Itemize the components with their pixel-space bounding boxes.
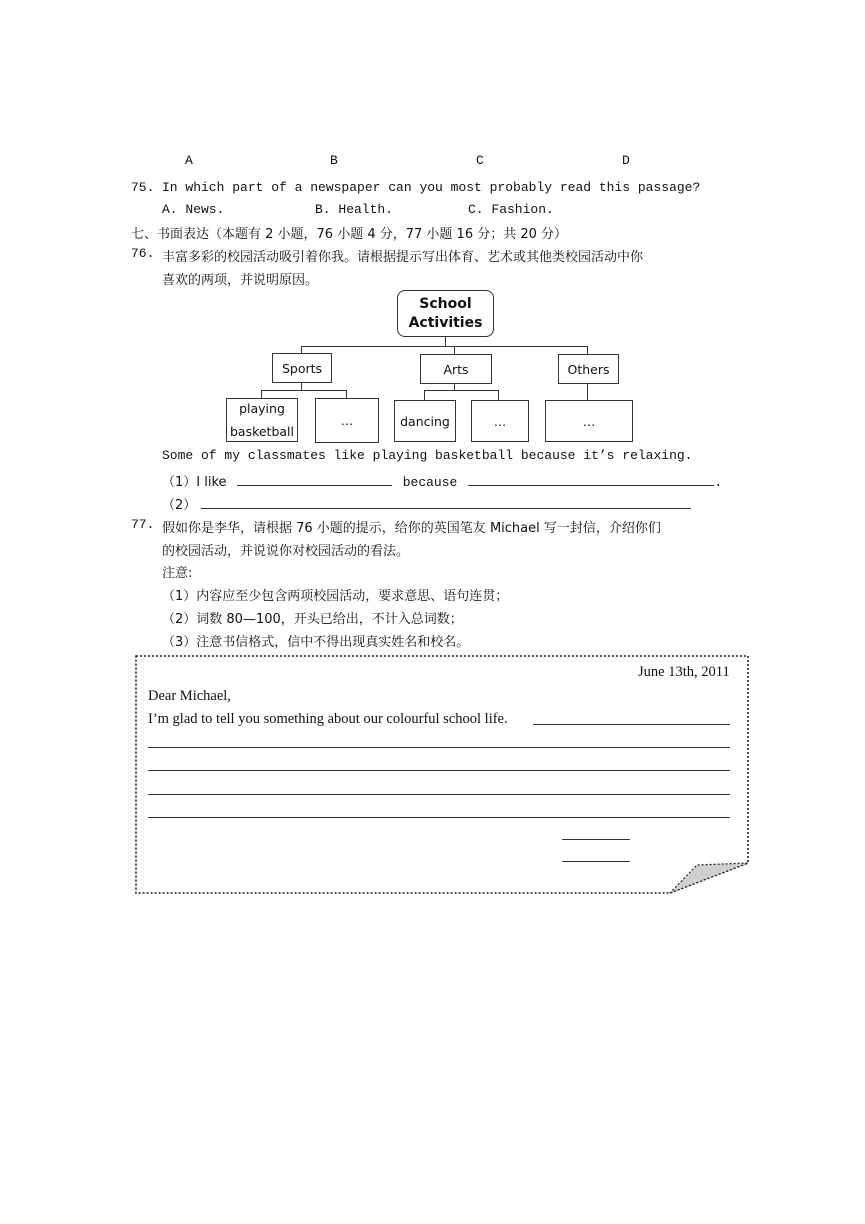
diagram-root-line2: Activities xyxy=(408,314,483,331)
diagram-item-playing-basketball xyxy=(226,398,298,442)
option-letter-d: D xyxy=(622,153,630,168)
letter-writing-line[interactable] xyxy=(148,747,730,748)
answer-prefix: （1）I like xyxy=(162,475,227,490)
letter-writing-line[interactable] xyxy=(533,724,730,725)
diagram-category-arts: Arts xyxy=(420,354,492,384)
section-title: 七、书面表达（本题有 2 小题，76 小题 4 分，77 小题 16 分；共 20 分） xyxy=(131,227,568,242)
letter-greeting: Dear Michael, xyxy=(148,688,231,704)
q75-option-c: C. Fashion. xyxy=(468,202,554,217)
diagram-item-arts-blank: … xyxy=(471,400,529,442)
diagram-item-label: playing xyxy=(239,401,285,416)
letter-date: June 13th, 2011 xyxy=(638,664,730,680)
diagram-item-dancing: dancing xyxy=(394,400,456,442)
connector xyxy=(454,346,455,354)
q77-note-2: （2）词数 80—100，开头已给出，不计入总词数； xyxy=(162,612,463,627)
answer-period: . xyxy=(714,475,723,490)
q77-instruction-line1: 假如你是李华，请根据 76 小题的提示，给你的英国笔友 Michael 写一封信，介绍你们 xyxy=(162,521,661,536)
connector xyxy=(261,390,347,391)
q76-instruction-line1: 丰富多彩的校园活动吸引着你我。请根据提示写出体育、艺术或其他类校园活动中你 xyxy=(162,250,644,265)
q77-note-3: （3）注意书信格式，信中不得出现真实姓名和校名。 xyxy=(162,635,470,650)
q77-note-title: 注意: xyxy=(162,566,193,581)
q77-note-1: （1）内容应至少包含两项校园活动，要求意思、语句连贯； xyxy=(162,589,509,604)
answer-because: because xyxy=(402,475,458,490)
connector xyxy=(587,382,588,400)
q76-example-sentence: Some of my classmates like playing basketball because it’s relaxing. xyxy=(162,448,693,463)
letter-writing-line[interactable] xyxy=(148,817,730,818)
diagram-item-label: basketball xyxy=(229,424,295,439)
q76-answer-line1 xyxy=(162,471,722,490)
connector xyxy=(498,390,499,400)
diagram-root-line1: School xyxy=(419,295,472,312)
option-letter-b: B xyxy=(330,153,338,168)
answer-blank-activity[interactable] xyxy=(237,472,392,486)
q76-instruction-line2: 喜欢的两项，并说明原因。 xyxy=(162,273,319,288)
q75-question: In which part of a newspaper can you most probably read this passage? xyxy=(162,180,701,195)
q75-option-b: B. Health. xyxy=(315,202,394,217)
connector xyxy=(424,390,499,391)
diagram-category-sports: Sports xyxy=(272,353,332,383)
option-letter-c: C xyxy=(476,153,484,168)
connector xyxy=(346,390,347,398)
connector xyxy=(424,390,425,400)
connector xyxy=(445,336,446,346)
q77-number: 77. xyxy=(131,517,155,532)
diagram-item-sports-blank: … xyxy=(315,398,379,443)
letter-closing-line[interactable] xyxy=(562,839,630,840)
letter-writing-line[interactable] xyxy=(148,770,730,771)
letter-writing-line[interactable] xyxy=(148,794,730,795)
option-letter-a: A xyxy=(185,153,193,168)
q76-number: 76. xyxy=(131,246,155,261)
answer-blank-line2[interactable] xyxy=(201,495,691,509)
q75-number: 75. xyxy=(131,180,155,195)
connector xyxy=(301,346,588,347)
q75-option-a: A. News. xyxy=(162,202,225,217)
diagram-item-others-blank: … xyxy=(545,400,633,442)
q77-instruction-line2: 的校园活动，并说说你对校园活动的看法。 xyxy=(162,544,410,559)
diagram-category-others: Others xyxy=(558,354,619,384)
diagram-root-box xyxy=(397,290,494,337)
page-curl-icon xyxy=(670,863,748,893)
answer-blank-reason[interactable] xyxy=(468,472,714,486)
answer-prefix: （2） xyxy=(162,498,197,513)
letter-signature-line[interactable] xyxy=(562,861,630,862)
connector xyxy=(587,346,588,354)
q76-answer-line2 xyxy=(162,494,691,513)
letter-opening: I’m glad to tell you something about our colourful school life. xyxy=(148,711,508,727)
